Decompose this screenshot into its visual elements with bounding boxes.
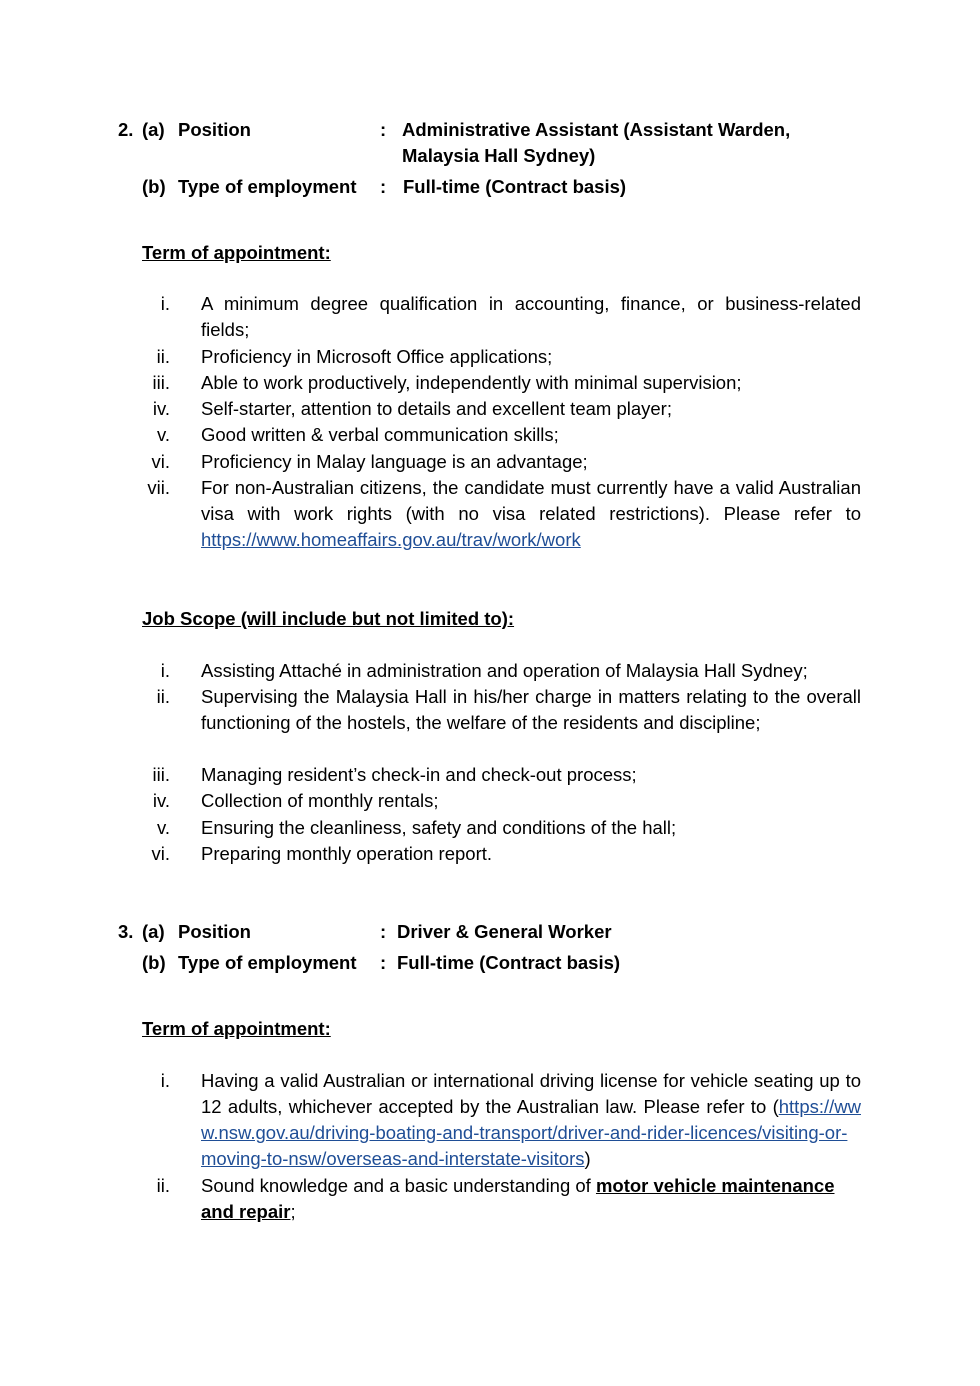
list-number: i.: [160, 1070, 170, 1091]
section-2-a-label: (a): [142, 119, 165, 140]
list-item: Preparing monthly operation report.: [201, 843, 493, 864]
list-number: iii.: [152, 764, 170, 785]
list-number: i.: [160, 660, 170, 681]
list-item: [201, 1068, 861, 1172]
list-item: Good written & verbal communication skills;: [201, 424, 559, 445]
list-number: ii.: [156, 686, 170, 707]
section-2-number: 2.: [118, 119, 134, 140]
section-3-employment-colon: :: [380, 952, 387, 973]
list-number: ii.: [156, 1175, 170, 1196]
list-item: Assisting Attaché in administration and operation of Malaysia Hall Sydney;: [201, 660, 808, 681]
section-2-position-value-line1: Administrative Assistant (Assistant Warden,: [402, 119, 791, 140]
list-item: Managing resident’s check-in and check-out process;: [201, 764, 637, 785]
section-2-employment-colon: :: [380, 176, 387, 197]
list-item-text-after: ): [584, 1148, 591, 1169]
homeaffairs-link[interactable]: https://www.homeaffairs.gov.au/trav/work/work: [201, 529, 581, 550]
list-item: [201, 475, 861, 553]
list-number: ii.: [156, 346, 170, 367]
list-item: Collection of monthly rentals;: [201, 790, 439, 811]
section-3-position-colon: :: [380, 921, 387, 942]
section-3-employment-label: Type of employment: [178, 952, 357, 973]
nsw-licence-link[interactable]: https://www.nsw.gov.au/driving-boating-and-transport/driver-and-rider-licences/visiting-or-moving-to-nsw/overseas-and-interstate-visitors: [201, 1096, 861, 1169]
list-number: i.: [160, 293, 170, 314]
section-2-employment-value: Full-time (Contract basis): [403, 176, 627, 197]
list-item: Ensuring the cleanliness, safety and conditions of the hall;: [201, 817, 677, 838]
list-item: Able to work productively, independently with minimal supervision;: [201, 372, 742, 393]
section-2-b-label: (b): [142, 176, 166, 197]
list-item-text: Sound knowledge and a basic understanding of: [201, 1175, 596, 1196]
list-number: vi.: [151, 843, 170, 864]
list-number: iv.: [152, 790, 170, 811]
list-item: Supervising the Malaysia Hall in his/her charge in matters relating to the overall functioning of the hostels, the welfare of the residents and discipline;: [201, 686, 861, 733]
list-number: v.: [156, 817, 170, 838]
section-2-position-value-line2: Malaysia Hall Sydney): [402, 145, 596, 166]
section-3-position-label: Position: [178, 921, 251, 942]
list-item-text: For non-Australian citizens, the candidate must currently have a valid Australian visa with work rights (with no visa related restrictions). Please refer to: [201, 477, 861, 524]
section-3-term-heading: Term of appointment:: [142, 1018, 331, 1039]
list-item: Proficiency in Microsoft Office applications;: [201, 346, 553, 367]
section-3-position-value: Driver & General Worker: [397, 921, 612, 942]
list-number: iv.: [152, 398, 170, 419]
list-item: A minimum degree qualification in accounting, finance, or business-related fields;: [201, 293, 861, 340]
list-item: Proficiency in Malay language is an advantage;: [201, 451, 588, 472]
list-item-text: Having a valid Australian or international driving license for vehicle seating up to 12 adults, whichever accepted by the Australian law. Please refer to (: [201, 1070, 861, 1117]
section-3-employment-value: Full-time (Contract basis): [397, 952, 621, 973]
section-3-b-label: (b): [142, 952, 166, 973]
section-3-number: 3.: [118, 921, 134, 942]
section-2-position-label: Position: [178, 119, 251, 140]
section-2-scope-heading: Job Scope (will include but not limited to):: [142, 608, 515, 629]
section-2-employment-label: Type of employment: [178, 176, 357, 197]
list-number: vi.: [151, 451, 170, 472]
list-item-text-after: ;: [290, 1201, 296, 1222]
section-2-position-colon: :: [380, 119, 387, 140]
section-2-term-heading: Term of appointment:: [142, 242, 331, 263]
list-item: Self-starter, attention to details and excellent team player;: [201, 398, 672, 419]
list-number: iii.: [152, 372, 170, 393]
section-3-a-label: (a): [142, 921, 165, 942]
list-number: vii.: [147, 477, 170, 498]
list-number: v.: [156, 424, 170, 445]
emphasis-text: motor vehicle maintenance and repair: [201, 1175, 835, 1222]
list-item: [201, 1173, 861, 1225]
